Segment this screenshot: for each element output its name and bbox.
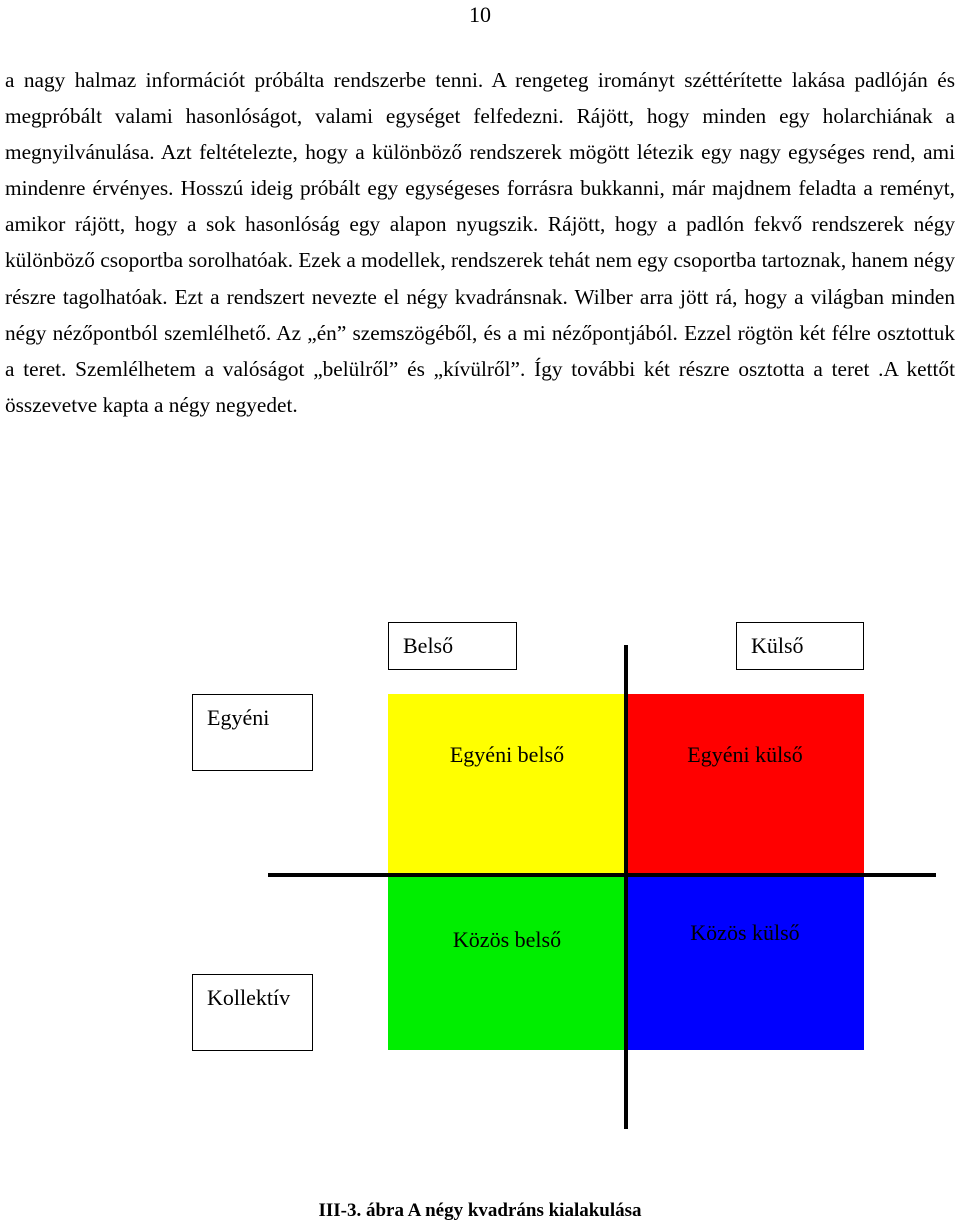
vertical-axis bbox=[624, 645, 628, 1129]
column-label-outer: Külső bbox=[736, 622, 864, 670]
quadrant-individual-outer bbox=[626, 694, 864, 875]
quadrant-label: Egyéni külső bbox=[687, 742, 803, 767]
body-paragraph: a nagy halmaz információt próbálta rendszerbe tenni. A rengeteg irományt széttérítette lakása padlóján és megpróbált valami hasonlóságot, valami egységet felfedezni. Rájött, hogy minden egy holarchiának a megnyilvánulása. Azt feltételezte, hogy a különböző rendszerek mögött létezik egy nagy egységes rend, ami mindenre érvényes. Hosszú ideig próbált egy egységeses forrásra bukkanni, már majdnem feladta a reményt, amikor rájött, hogy a sok hasonlóság egy alapon nyugszik. Rájött, hogy a padlón fekvő rendszerek négy különböző csoportba sorolhatóak. Ezek a modellek, rendszerek tehát nem egy csoportba tartoznak, hanem négy részre tagolhatóak. Ezt a rendszert nevezte el négy kvadránsnak. Wilber arra jött rá, hogy a világban minden négy nézőpontból szemlélhető. Az „én” szemszögéből, és a mi nézőpontjából. Ezzel rögtön két félre osztottuk a teret. Szemlélhetem a valóságot „belülről” és „kívülről”. Így további két részre osztotta a teret .A kettőt összevetve kapta a négy negyedet. bbox=[5, 68, 955, 417]
column-label-inner: Belső bbox=[388, 622, 517, 670]
row-label-collective: Kollektív bbox=[192, 974, 313, 1051]
quadrant-collective-outer bbox=[626, 875, 864, 1050]
figure-caption: III-3. ábra A négy kvadráns kialakulása bbox=[318, 1200, 642, 1221]
row-label-individual: Egyéni bbox=[192, 694, 313, 771]
quadrant-label: Közös belső bbox=[452, 927, 562, 952]
horizontal-axis bbox=[268, 873, 936, 877]
quadrant-label: Közös külső bbox=[690, 920, 800, 945]
quadrant-label: Egyéni belső bbox=[449, 742, 565, 767]
page-number: 10 bbox=[469, 2, 491, 27]
quadrant-individual-inner bbox=[388, 694, 626, 875]
quadrant-collective-inner bbox=[388, 875, 626, 1050]
